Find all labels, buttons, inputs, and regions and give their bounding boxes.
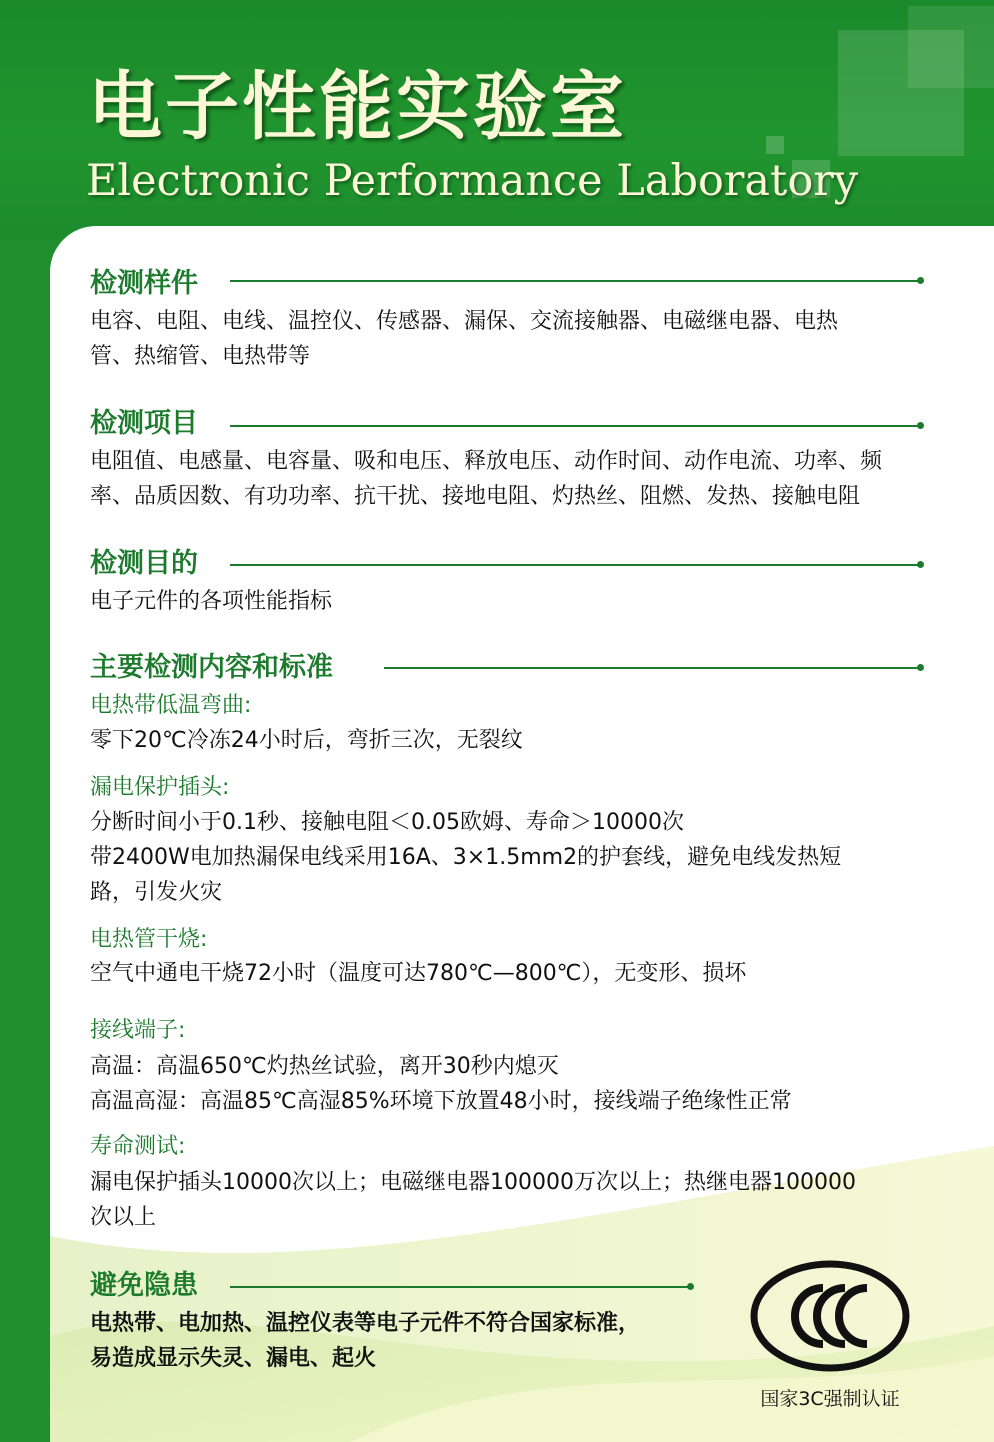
decor-square (766, 136, 784, 154)
sub-label-heating-tube: 电热管干烧: (90, 927, 208, 952)
terminal-line-2: 高温高湿：高温85℃高湿85%环境下放置48小时，接线端子绝缘性正常 (90, 1089, 792, 1114)
content-panel (50, 226, 994, 1442)
section-divider (230, 564, 920, 566)
samples-line-2: 管、热缩管、电热带等 (90, 344, 311, 369)
hazard-line-2: 易造成显示失灵、漏电、起火 (90, 1346, 377, 1371)
section-divider (230, 280, 920, 282)
section-title-hazard: 避免隐患 (90, 1270, 198, 1301)
section-title-items: 检测项目 (90, 408, 198, 439)
decor-square (908, 6, 994, 88)
page-title: 电子性能实验室 (88, 64, 627, 150)
items-line-2: 率、品质因数、有功功率、抗干扰、接地电阻、灼热丝、阻燃、发热、接触电阻 (90, 484, 861, 509)
terminal-line-1: 高温：高温650℃灼热丝试验，离开30秒内熄灭 (90, 1054, 559, 1079)
header-banner (0, 0, 994, 240)
page-subtitle: Electronic Performance Laboratory (86, 156, 859, 206)
items-line-1: 电阻值、电感量、电容量、吸和电压、释放电压、动作时间、动作电流、功率、频 (90, 449, 883, 474)
heating-tube-line-1: 空气中通电干烧72小时（温度可达780℃—800℃），无变形、损坏 (90, 961, 747, 986)
section-title-samples: 检测样件 (90, 268, 198, 299)
hazard-line-1: 电热带、电加热、温控仪表等电子元件不符合国家标准， (90, 1311, 641, 1336)
sub-label-terminal: 接线端子: (90, 1018, 186, 1043)
purpose-line-1: 电子元件的各项性能指标 (90, 589, 333, 614)
leakage-plug-line-2: 带2400W电加热漏保电线采用16A、3×1.5mm2的护套线，避免电线发热短 (90, 845, 842, 870)
samples-line-1: 电容、电阻、电线、温控仪、传感器、漏保、交流接触器、电磁继电器、电热 (90, 309, 839, 334)
section-divider (384, 667, 920, 669)
ccc-logo-icon (745, 1258, 915, 1378)
leakage-plug-line-1: 分断时间小于0.1秒、接触电阻＜0.05欧姆、寿命＞10000次 (90, 810, 684, 835)
ccc-label: 国家3C强制认证 (760, 1388, 900, 1410)
section-divider (230, 1286, 690, 1288)
section-title-main: 主要检测内容和标准 (90, 652, 333, 683)
life-line-1: 漏电保护插头10000次以上；电磁继电器100000万次以上；热继电器100000 (90, 1170, 856, 1195)
section-divider (230, 425, 920, 427)
sub-label-heating-belt: 电热带低温弯曲: (90, 693, 252, 718)
life-line-2: 次以上 (90, 1205, 157, 1230)
sub-label-leakage-plug: 漏电保护插头: (90, 775, 230, 800)
heating-belt-line-1: 零下20℃冷冻24小时后，弯折三次，无裂纹 (90, 728, 523, 753)
section-title-purpose: 检测目的 (90, 548, 198, 579)
leakage-plug-line-3: 路，引发火灾 (90, 880, 223, 905)
ccc-certification-mark (745, 1258, 915, 1408)
sub-label-life: 寿命测试: (90, 1134, 186, 1159)
